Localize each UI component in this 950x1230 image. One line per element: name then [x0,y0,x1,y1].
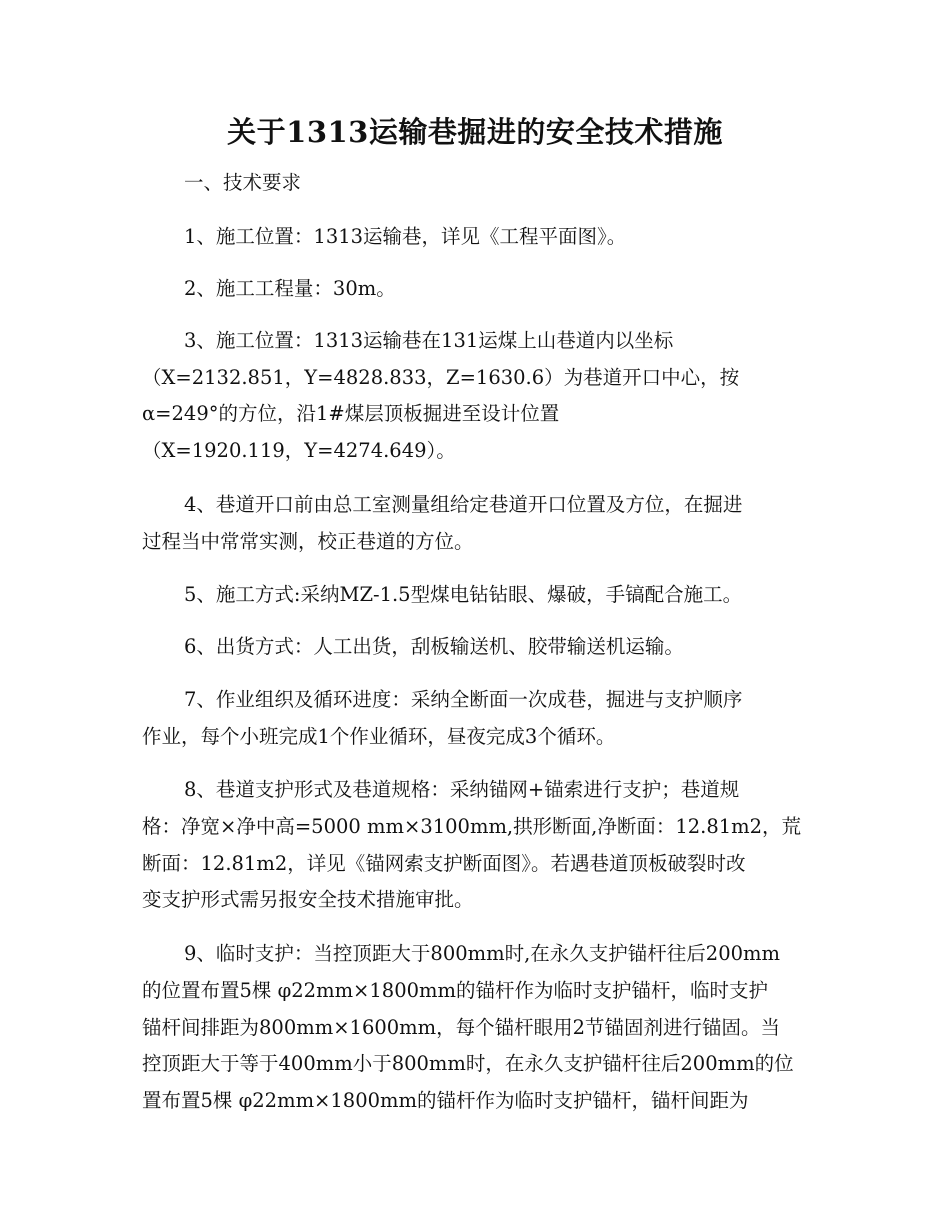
paragraph-line: （X=2132.851，Y=4828.833，Z=1630.6）为巷道开口中心，按 [142,366,740,389]
paragraph-line: 锚杆间排距为800mm×1600mm，每个锚杆眼用2节锚固剂进行锚固。当 [142,1016,781,1039]
paragraph-line: 断面：12.81m2，详见《锚网索支护断面图》。若遇巷道顶板破裂时改 [142,852,746,875]
paragraph-line: 5、施工方式:采纳MZ-1.5型煤电钻钻眼、爆破，手镐配合施工。 [184,583,743,606]
paragraph-line: 7、作业组织及循环进度：采纳全断面一次成巷，掘进与支护顺序 [184,688,743,711]
paragraph-line: 格：净宽×净中高=5000 mm×3100mm,拱形断面,净断面：12.81m2，荒 [142,815,802,838]
paragraph-line: α=249°的方位，沿1#煤层顶板掘进至设计位置 [142,402,560,425]
paragraph-line: 4、巷道开口前由总工室测量组给定巷道开口位置及方位，在掘进 [184,493,743,516]
section-heading: 一、技术要求 [184,171,302,194]
paragraph-line: 2、施工工程量：30m。 [184,277,396,300]
paragraph-line: （X=1920.119，Y=4274.649）。 [142,439,456,462]
paragraph-line: 8、巷道支护形式及巷道规格：采纳锚网+锚索进行支护；巷道规 [184,778,740,801]
paragraph-line: 6、出货方式：人工出货，刮板输送机、胶带输送机运输。 [184,635,684,658]
paragraph-line: 置布置5棵 φ22mm×1800mm的锚杆作为临时支护锚杆，锚杆间距为 [142,1089,749,1112]
paragraph-line: 的位置布置5棵 φ22mm×1800mm的锚杆作为临时支护锚杆，临时支护 [142,979,768,1002]
paragraph-line: 1、施工位置：1313运输巷，详见《工程平面图》。 [184,225,627,248]
paragraph-line: 3、施工位置：1313运输巷在131运煤上山巷道内以坐标 [184,329,674,352]
paragraph-line: 作业，每个小班完成1个作业循环，昼夜完成3个循环。 [142,725,616,748]
paragraph-line: 9、临时支护：当控顶距大于800mm时,在永久支护锚杆往后200mm [184,942,781,965]
paragraph-line: 变支护形式需另报安全技术措施审批。 [142,888,474,911]
paragraph-line: 过程当中常常实测，校正巷道的方位。 [142,530,474,553]
paragraph-line: 控顶距大于等于400mm小于800mm时，在永久支护锚杆往后200mm的位 [142,1052,794,1075]
document-title: 关于1313运输巷掘进的安全技术措施 [227,115,723,149]
